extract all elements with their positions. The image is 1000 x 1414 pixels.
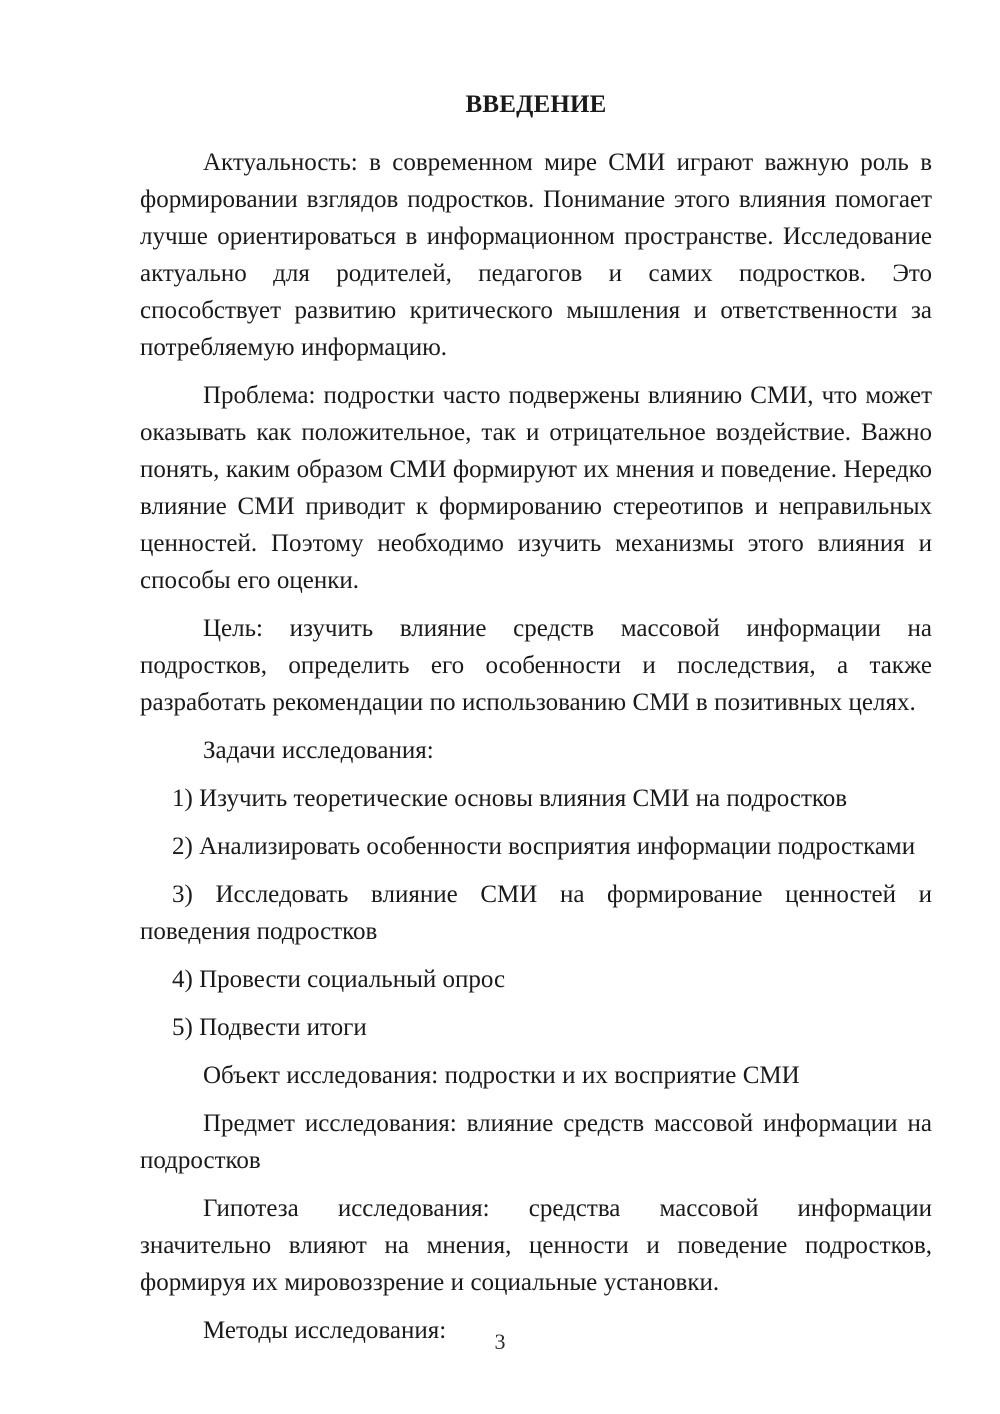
task-item-1: 1) Изучить теоретические основы влияния СМИ на подростков	[172, 785, 848, 812]
task-item-5: 5) Подвести итоги	[172, 1014, 367, 1041]
task-item-2: 2) Анализировать особенности восприятия информации подростками	[172, 833, 916, 860]
tasks-heading: Задачи исследования:	[203, 737, 434, 764]
page-title: ВВЕДЕНИЕ	[465, 91, 607, 118]
paragraph-subject: Предмет исследования: влияние средств массовой информации на подростков	[140, 1110, 932, 1174]
paragraph-relevance: Актуальность: в современном мире СМИ играют важную роль в формировании взглядов подростков. Понимание этого влияния помогает лучше ориентироваться в информационном пространстве. Исследование актуально для родителей, педагогов и самих подростков. Это способствует развитию критического мышления и ответственности за потребляемую информацию.	[140, 149, 932, 361]
page-number: 3	[494, 1329, 506, 1354]
methods-heading: Методы исследования:	[203, 1317, 447, 1344]
document-body	[140, 88, 932, 1360]
task-item-4: 4) Провести социальный опрос	[172, 966, 506, 993]
paragraph-hypothesis: Гипотеза исследования: средства массовой информации значительно влияют на мнения, ценности и поведение подростков, формируя их мировоззрение и социальные установки.	[140, 1195, 932, 1296]
task-item-3: 3) Исследовать влияние СМИ на формирование ценностей и поведения подростков	[140, 881, 932, 945]
paragraph-problem: Проблема: подростки часто подвержены влиянию СМИ, что может оказывать как положительное, так и отрицательное воздействие. Важно понять, каким образом СМИ формируют их мнения и поведение. Нередко влияние СМИ приводит к формированию стереотипов и неправильных ценностей. Поэтому необходимо изучить механизмы этого влияния и способы его оценки.	[140, 382, 932, 594]
paragraph-goal: Цель: изучить влияние средств массовой информации на подростков, определить его особенности и последствия, а также разработать рекомендации по использованию СМИ в позитивных целях.	[140, 615, 932, 716]
paragraph-object: Объект исследования: подростки и их восприятие СМИ	[203, 1062, 800, 1089]
